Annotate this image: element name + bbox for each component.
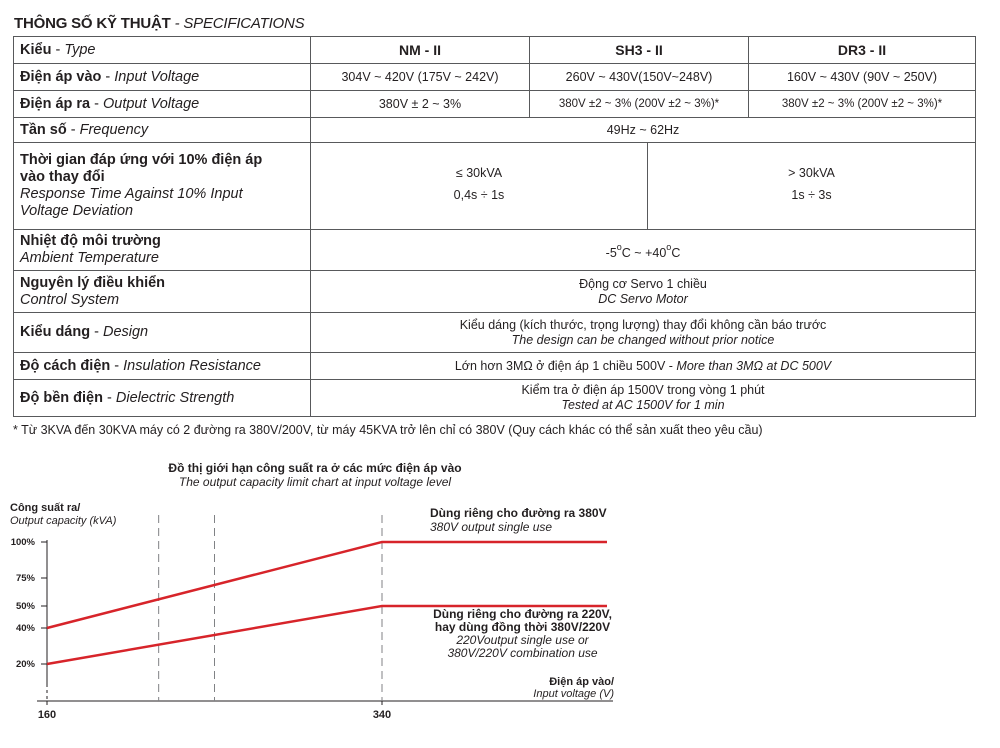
y-axis-label: Công suất ra/ Output capacity (kVA) <box>10 502 117 527</box>
output-voltage-nm: 380V ± 2 ~ 3% <box>311 91 530 118</box>
x-tick-label: 160 <box>37 709 57 721</box>
response-large-range: > 30kVA <box>788 166 835 180</box>
label-insulation: Độ cách điện - Insulation Resistance <box>14 353 311 380</box>
response-small-time: 0,4s ÷ 1s <box>453 188 505 202</box>
output-voltage-dr3: 380V ±2 ~ 3% (200V ±2 ~ 3%)* <box>749 91 976 118</box>
frequency-value: 49Hz ~ 62Hz <box>311 118 976 143</box>
series-220-label: Dùng riêng cho đường ra 220V, hay dùng đồng thời 380V/220V 220Voutput single use or 380V/220V combination use <box>433 607 612 660</box>
footnote: * Từ 3KVA đến 30KVA máy có 2 đường ra 380V/200V, từ máy 45KVA trở lên chỉ có 380V (Quy cách khác có thể sản xuất theo yêu cầu) <box>13 423 763 437</box>
insulation-value: Lớn hơn 3MΩ ở điện áp 1 chiều 500V - More than 3MΩ at DC 500V <box>311 353 976 380</box>
input-voltage-nm: 304V ~ 420V (175V ~ 242V) <box>311 64 530 91</box>
ambient-value: -5$^o$C ~ $+40^oC$ <box>311 230 976 271</box>
label-ambient: Nhiệt độ môi trường Ambient Temperature <box>14 230 311 271</box>
label-frequency: Tần số - Frequency <box>14 118 311 143</box>
label-response: Thời gian đáp ứng với 10% điện áp vào thay đổi Response Time Against 10% Input Voltage Deviation <box>14 143 311 230</box>
design-value: Kiểu dáng (kích thước, trọng lượng) thay đổi không cần báo trước The design can be changed without prior notice <box>311 313 976 353</box>
label-type: Kiểu - Type <box>14 37 311 64</box>
y-tick-label: 40% <box>15 623 35 634</box>
chart-title-vi: Đồ thị giới hạn công suất ra ở các mức điện áp vào <box>168 461 462 475</box>
control-value: Động cơ Servo 1 chiều DC Servo Motor <box>311 271 976 313</box>
input-voltage-sh3: 260V ~ 430V(150V~248V) <box>530 64 749 91</box>
series-380-label: Dùng riêng cho đường ra 380V 380V output single use <box>430 506 607 534</box>
response-large-time: 1s ÷ 3s <box>791 188 832 202</box>
label-output-voltage: Điện áp ra - Output Voltage <box>14 91 311 118</box>
label-control: Nguyên lý điều khiển Control System <box>14 271 311 313</box>
heading-vi: THÔNG SỐ KỸ THUẬT <box>14 15 171 32</box>
x-tick-label: 340 <box>372 709 392 721</box>
series-220-line <box>47 606 607 664</box>
label-input-voltage: Điện áp vào - Input Voltage <box>14 64 311 91</box>
model-sh3: SH3 - II <box>530 37 749 64</box>
input-voltage-dr3: 160V ~ 430V (90V ~ 250V) <box>749 64 976 91</box>
output-voltage-sh3: 380V ±2 ~ 3% (200V ±2 ~ 3%)* <box>530 91 749 118</box>
heading-en: SPECIFICATIONS <box>183 15 305 32</box>
y-tick-label: 20% <box>15 659 35 670</box>
label-design: Kiểu dáng - Design <box>14 313 311 353</box>
response-small-range: ≤ 30kVA <box>455 166 503 180</box>
x-axis-label: Điện áp vào/ Input voltage (V) <box>533 676 614 700</box>
model-nm: NM - II <box>311 37 530 64</box>
y-tick-label: 100% <box>10 537 35 548</box>
dielectric-value: Kiểm tra ở điện áp 1500V trong vòng 1 phút Tested at AC 1500V for 1 min <box>311 380 976 417</box>
chart-title-en: The output capacity limit chart at input voltage level <box>178 475 452 489</box>
model-dr3: DR3 - II <box>749 37 976 64</box>
y-tick-label: 75% <box>15 573 35 584</box>
y-tick-label: 50% <box>15 601 35 612</box>
heading-sep: - <box>170 15 184 32</box>
label-dielectric: Độ bền điện - Dielectric Strength <box>14 380 311 417</box>
